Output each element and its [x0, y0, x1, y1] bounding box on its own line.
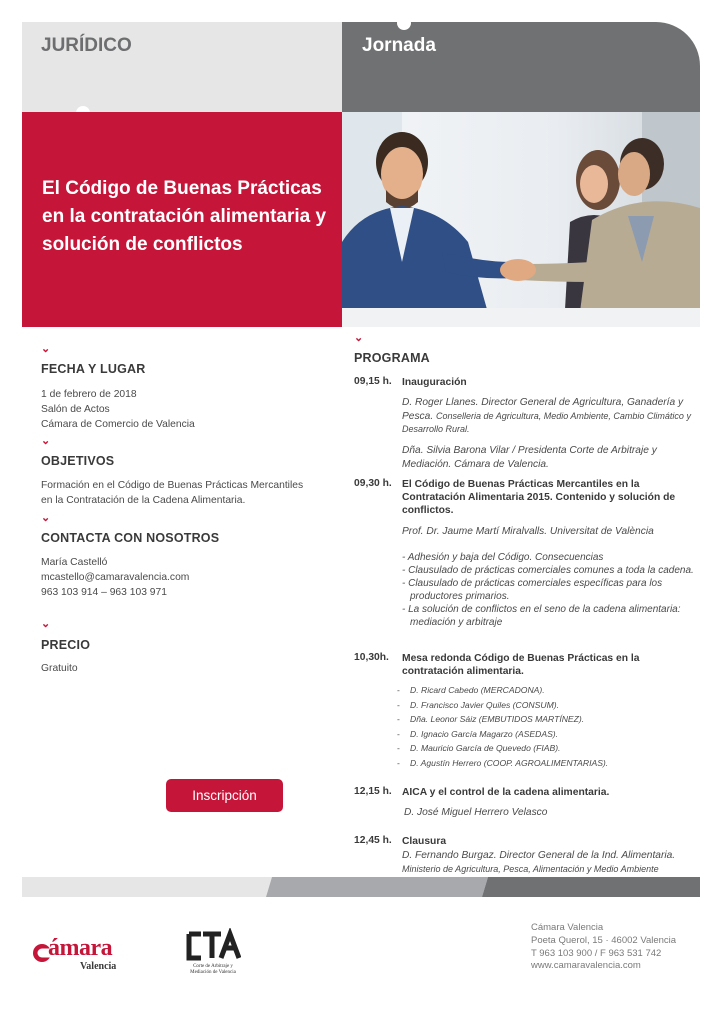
chevron-down-icon: ⌄: [41, 435, 51, 447]
inscripcion-button[interactable]: Inscripción: [166, 779, 283, 812]
panelist-list: [397, 683, 697, 771]
item-speaker: D. Fernando Burgaz. Director General de la Ind. Alimentaria.: [402, 850, 676, 861]
handshake-photo: [342, 112, 700, 327]
list-item: - D. Mauricio García de Quevedo (FIAB).: [397, 741, 697, 756]
objetivos-heading: OBJETIVOS: [41, 454, 115, 468]
footer-bar: [22, 877, 700, 897]
contact-name: María Castelló: [41, 557, 108, 568]
cta-caption-line: Corte de Arbitraje y: [193, 964, 233, 969]
fecha-lugar-heading: FECHA Y LUGAR: [41, 362, 146, 376]
item-time: 09,30 h.: [354, 478, 392, 489]
item-bullets: [400, 551, 700, 629]
cta-caption: [181, 964, 245, 976]
camara-valencia-logo: [32, 935, 152, 980]
item-title: AICA y el control de la cadena alimentaria.: [402, 787, 610, 798]
bullet-item: - Clausulado de prácticas comerciales específicas para los productores primarios.: [402, 578, 663, 602]
panelist-name: D. Mauricio García de Quevedo (FIAB).: [410, 743, 561, 754]
item-speaker: D. José Miguel Herrero Velasco: [404, 807, 548, 818]
objetivos-line: Formación en el Código de Buenas Prácticas Mercantiles: [41, 480, 304, 491]
item-title: El Código de Buenas Prácticas Mercantiles en la Contratación Alimentaria 2015. Contenido y solución de conflictos.: [402, 479, 676, 516]
objetivos-text: [41, 478, 303, 508]
precio-value: Gratuito: [41, 663, 78, 674]
panelist-name: Dña. Leonor Sáiz (EMBUTIDOS MARTÍNEZ).: [410, 714, 585, 725]
chevron-down-icon: ⌄: [41, 343, 51, 355]
contact-phone[interactable]: 963 103 914 – 963 103 971: [41, 587, 167, 598]
contacta-heading: CONTACTA CON NOSOTROS: [41, 531, 220, 545]
event-type-label: Jornada: [362, 35, 436, 56]
objetivos-line: en la Contratación de la Cadena Alimentaria.: [41, 495, 246, 506]
event-title: El Código de Buenas Prácticas en la contratación alimentaria y solución de conflictos: [42, 178, 327, 255]
precio-heading: PRECIO: [41, 638, 91, 652]
fecha-lugar-text: [41, 387, 195, 432]
cta-logo-mark: [185, 928, 241, 964]
camara-city: Valencia: [80, 961, 117, 972]
lugar-line: Cámara de Comercio de Valencia: [41, 419, 195, 430]
address-name: Cámara Valencia: [531, 922, 604, 933]
item-time: 10,30h.: [354, 652, 389, 663]
header-notch: [397, 16, 411, 30]
address-phone: T 963 103 900 / F 963 531 742: [531, 947, 662, 959]
item-speaker: Dña. Silvia Barona Vilar / Presidenta Corte de Arbitraje y Mediación. Cámara de Valencia.: [402, 445, 657, 470]
item-title: Inauguración: [402, 377, 467, 388]
item-time: 09,15 h.: [354, 376, 392, 387]
bullet-item: - Clausulado de prácticas comerciales comunes a toda la cadena.: [402, 565, 694, 576]
item-time: 12,45 h.: [354, 835, 392, 846]
item-speaker: [402, 396, 702, 437]
panelist-name: D. Agustín Herrero (COOP. AGROALIMENTARIAS).: [410, 757, 609, 768]
item-title: Clausura: [402, 836, 447, 847]
address-website[interactable]: www.camaravalencia.com: [531, 960, 641, 972]
list-item: - D. Francisco Javier Quiles (CONSUM).: [397, 698, 697, 713]
contacta-text: [41, 555, 189, 600]
bullet-item: - La solución de conflictos en el seno de la cadena alimentaria: mediación y arbitraje: [402, 604, 681, 628]
programa-heading: PROGRAMA: [354, 351, 430, 365]
camara-wordmark: ámara: [48, 935, 113, 961]
lugar-line: Salón de Actos: [41, 404, 110, 415]
item-title: Mesa redonda Código de Buenas Prácticas en la contratación alimentaria.: [402, 653, 640, 677]
speaker-name: D. Roger Llanes. Director General de Agricultura, Ganadería y Pesca.: [402, 397, 684, 422]
chevron-down-icon: ⌄: [41, 512, 51, 524]
panelist-name: D. Ignacio García Magarzo (ASEDAS).: [410, 728, 559, 739]
cta-logo: [185, 928, 241, 975]
item-time: 12,15 h.: [354, 786, 392, 797]
contact-email[interactable]: mcastello@camaravalencia.com: [41, 572, 190, 583]
chevron-down-icon: ⌄: [41, 618, 51, 630]
address-block: [531, 922, 676, 973]
list-item: - D. Ricard Cabedo (MERCADONA).: [397, 683, 697, 698]
bullet-item: - Adhesión y baja del Código. Consecuencias: [402, 552, 604, 563]
chevron-down-icon: ⌄: [354, 332, 364, 344]
panelist-name: D. Ricard Cabedo (MERCADONA).: [410, 685, 545, 695]
item-speaker: Prof. Dr. Jaume Martí Miralvalls. Universitat de València: [402, 526, 654, 537]
fecha-line: 1 de febrero de 2018: [41, 389, 137, 400]
category-label: JURÍDICO: [41, 35, 132, 56]
address-street: Poeta Querol, 15 · 46002 Valencia: [531, 934, 677, 946]
list-item: - D. Agustín Herrero (COOP. AGROALIMENTARIAS).: [397, 756, 697, 771]
item-speaker-org: Ministerio de Agricultura, Pesca, Alimentación y Medio Ambiente: [402, 864, 659, 874]
list-item: - D. Ignacio García Magarzo (ASEDAS).: [397, 727, 697, 742]
handshake-image: [342, 112, 700, 327]
list-item: - Dña. Leonor Sáiz (EMBUTIDOS MARTÍNEZ).: [397, 712, 697, 727]
cta-caption-line: Mediación de Valencia: [190, 970, 236, 975]
panelist-name: D. Francisco Javier Quiles (CONSUM).: [410, 699, 559, 710]
speaker-org: Conselleria de Agricultura, Medio Ambiente, Cambio Climático y Desarrollo Rural.: [402, 410, 691, 434]
